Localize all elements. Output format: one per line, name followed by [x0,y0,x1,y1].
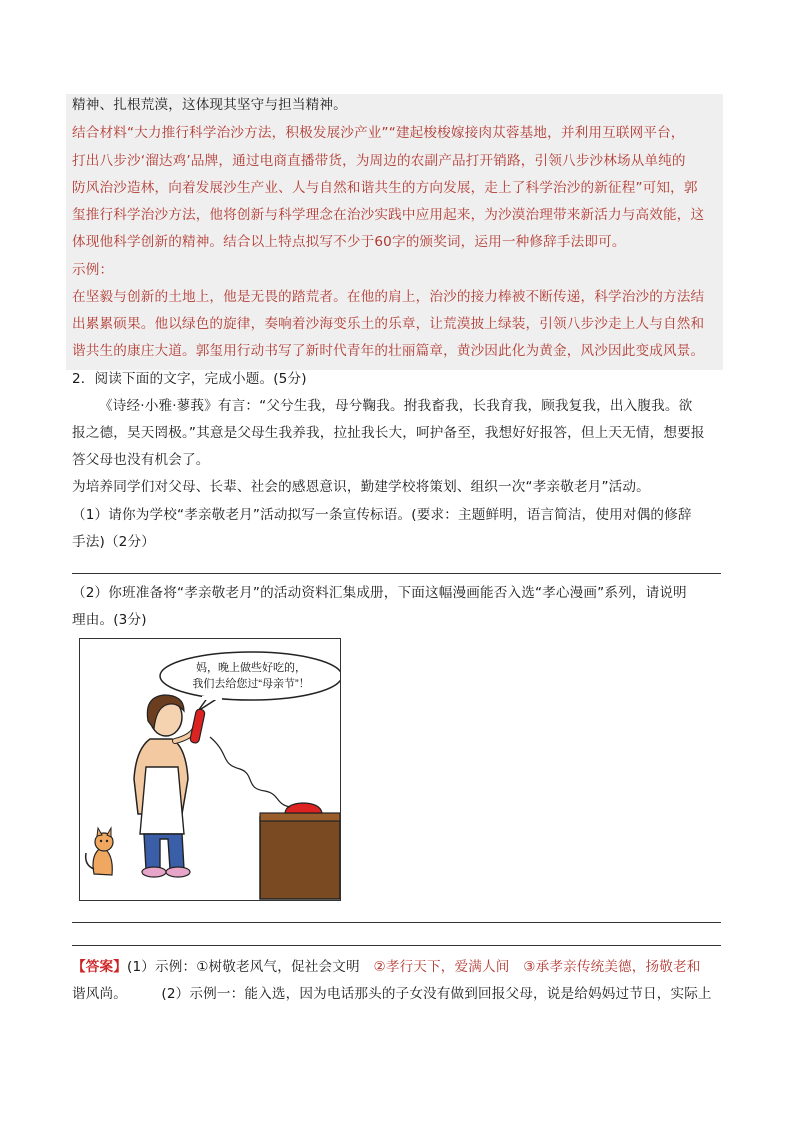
question-2-para-3: 答父母也没有机会了。 [72,452,210,468]
answer-line-3: 打出八步沙‘溜达鸡’品牌，通过电商直播带货，为周边的农副产品打开销路，引领八步沙林场从单纯的 [72,153,686,169]
example-label: 示例： [72,262,114,278]
table [260,817,340,899]
answer-line-6: 体现他科学创新的精神。结合以上特点拟写不少于60字的颁奖词，运用一种修辞手法即可。 [72,234,626,250]
telephone-receiver [190,709,206,744]
example-line-2: 出累累硕果。他以绿色的旋律，奏响着沙海变乐土的乐章，让荒漠披上绿装，引领八步沙走上人与自然和 [72,316,705,332]
sub-question-1-line-1: （1）请你为学校“孝亲敬老月”活动拟写一条宣传标语。(要求：主题鲜明，语言简洁，使用对偶的修辞 [72,507,692,523]
mother-right-slipper [166,867,190,877]
answer-1-red: ②孝行天下，爱满人间 ③承孝亲传统美德，扬敬老和 [373,959,701,975]
answer-1-continued: 谐风尚。 [72,986,121,1002]
question-2-para-2: 报之德，昊天罔极。”其意是父母生我养我，拉扯我长大，呵护备至，我想好好报答，但上天无情，想要报 [72,425,705,441]
comic-illustration [79,638,341,901]
bubble-text-2: 我们去给您过“母亲节”！ [192,678,310,690]
answer-line-5: 玺推行科学治沙方法，他将创新与科学理念在治沙实践中应用起来，为沙漠治理带来新活力与高效能，这 [72,207,705,223]
answer-line-a2 [72,985,712,1003]
example-line-1: 在坚毅与创新的土地上，他是无畏的踏荒者。在他的肩上，治沙的接力棒被不断传递，科学治沙的方法结 [72,289,705,305]
answer-tag: 【答案】 [72,959,127,975]
answer-line-4: 防风治沙造林，向着发展沙生产业、人与自然和谐共生的方向发展，走上了科学治沙的新征程”可知，郭 [72,180,698,196]
cat-right-eye [106,840,108,842]
answer-1-black: (1）示例：①树敬老风气，促社会文明 [126,959,360,975]
answer-line-a1 [72,958,701,976]
telephone-base [285,803,322,813]
telephone-cord [210,737,290,807]
question-2-para-1: 《诗经·小雅·蓼莪》有言：“父兮生我，母兮鞠我。拊我畜我，长我育我，顾我复我，出入腹我。欲 [99,398,693,414]
sub-question-2-line-2: 理由。(3分) [72,612,147,628]
mother-apron [140,767,184,834]
sub-question-2-line-1: （2）你班准备将“孝亲敬老月”的活动资料汇集成册，下面这幅漫画能否入选“孝心漫画”系列，请说明 [72,585,687,601]
mother-left-slipper [142,867,166,877]
answer-blank-line-2 [72,922,721,923]
question-2-title: 2．阅读下面的文字，完成小题。(5分) [72,371,307,387]
answer-line-2: 结合材料“大力推行科学治沙方法，积极发展沙产业”“建起梭梭嫁接肉苁蓉基地，并利用互联网平台， [72,125,685,141]
question-2-para-4: 为培养同学们对父母、长辈、社会的感恩意识，勤建学校将策划、组织一次“孝亲敬老月”活动。 [72,479,650,495]
comic-drawing [80,639,340,900]
bubble-tail-mask [202,696,222,700]
answer-line-1: 精神、扎根荒漠，这体现其坚守与担当精神。 [72,97,347,113]
mother-pants [144,834,184,869]
answer-blank-line-1 [72,573,721,574]
answer-blank-line-3 [72,945,721,946]
table-top [260,813,340,821]
bubble-text-1: 妈，晚上做些好吃的， [196,662,306,674]
example-line-3: 谐共生的康庄大道。郭玺用行动书写了新时代青年的壮丽篇章，黄沙因此化为黄金，风沙因此变成风景。 [72,343,705,359]
cat-left-eye [100,840,102,842]
cat-illustration [86,828,113,875]
answer-2: (2）示例一：能入选，因为电话那头的子女没有做到回报父母，说是给妈妈过节日，实际上 [161,986,712,1002]
sub-question-1-line-2: 手法)（2分） [72,534,155,550]
speech-bubble [160,652,340,700]
